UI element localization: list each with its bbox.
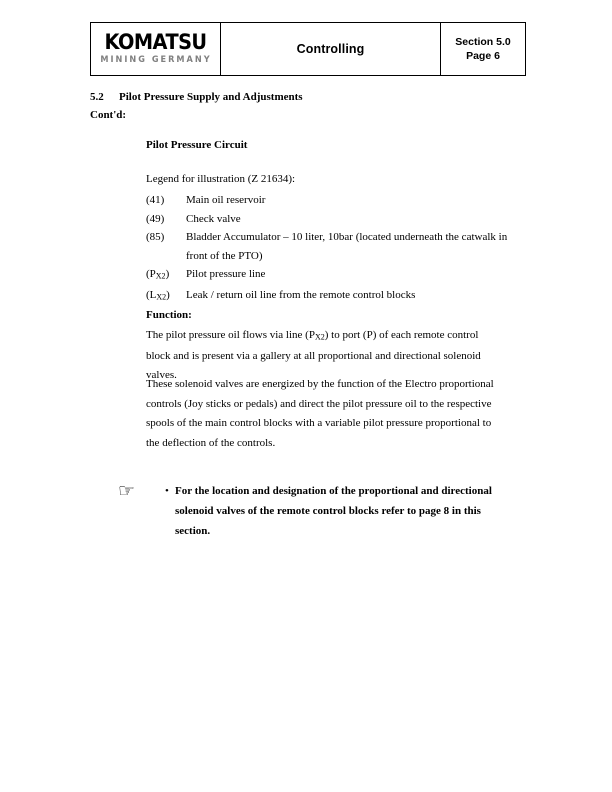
header-title-cell: [221, 23, 441, 75]
legend-key-prefix: (P: [146, 268, 156, 280]
pointing-hand-icon: ☞: [118, 480, 136, 502]
legend-item-key: (85): [146, 231, 165, 243]
komatsu-logo-tagline: MINING GERMANY: [99, 54, 212, 65]
legend-item: [146, 228, 516, 265]
legend-item: [146, 191, 516, 210]
note-block: [118, 481, 518, 541]
komatsu-logo-wordmark: KOMATSU: [104, 29, 207, 54]
header-logo-cell: [91, 23, 221, 75]
legend-key-suffix: ): [165, 268, 170, 280]
legend-item-description: Leak / return oil line from the remote control blocks: [186, 288, 416, 301]
legend-item: [146, 210, 516, 229]
legend-key-suffix: ): [166, 288, 170, 301]
legend-list: [146, 191, 516, 307]
legend-key-subscript: X2: [155, 271, 166, 281]
note-bullet-icon: •: [165, 485, 169, 497]
legend-key-prefix: (L: [146, 288, 157, 301]
section-page-label: [455, 35, 510, 63]
legend-key-subscript: X2: [156, 292, 167, 302]
function-heading: Function:: [146, 309, 192, 321]
note-text: For the location and designation of the proportional and directional solenoid valves of the remote control blocks refer to page 8 in this section.: [175, 485, 492, 537]
section-number-label: Section 5.0: [455, 35, 511, 48]
legend-item-description: Bladder Accumulator – 10 liter, 10bar (located underneath the catwalk in front of the PTO): [186, 231, 508, 262]
paragraph-1-part-a: The pilot pressure oil flows via line (P: [146, 329, 315, 341]
paragraph-1-part-b: ) to port (P) of each remote control block and is present via a gallery at all proportional and directional solenoid valves.: [146, 329, 481, 382]
subsection-heading: Pilot Pressure Circuit: [146, 139, 248, 151]
legend-item-key: [146, 286, 186, 307]
function-paragraph-2: These solenoid valves are energized by the function of the Electro proportional controls (Joy sticks or pedals) and direct the pilot pressure oil to the respective spools of the main control blocks with a variable pilot pressure proportional to the deflection of the controls.: [146, 378, 494, 449]
legend-item-description: Main oil reservoir: [186, 194, 266, 206]
legend-item-description: Check valve: [186, 212, 241, 225]
section-heading: Pilot Pressure Supply and Adjustments: [119, 91, 303, 103]
page-header-table: [90, 22, 526, 76]
page-number-label: Page 6: [466, 50, 500, 62]
legend-item: [146, 286, 516, 307]
page-title: Controlling: [296, 42, 365, 56]
section-continued-label: Cont'd:: [90, 109, 127, 121]
legend-item-key: [146, 265, 186, 286]
legend-item-key: (41): [146, 194, 165, 206]
header-section-cell: [441, 23, 525, 75]
legend-item: [146, 265, 516, 286]
section-number: 5.2: [90, 91, 104, 103]
legend-intro: Legend for illustration (Z 21634):: [146, 173, 296, 185]
paragraph-1-subscript: X2: [314, 332, 325, 342]
legend-item-key: (49): [146, 212, 165, 225]
legend-item-description: Pilot pressure line: [186, 268, 266, 280]
